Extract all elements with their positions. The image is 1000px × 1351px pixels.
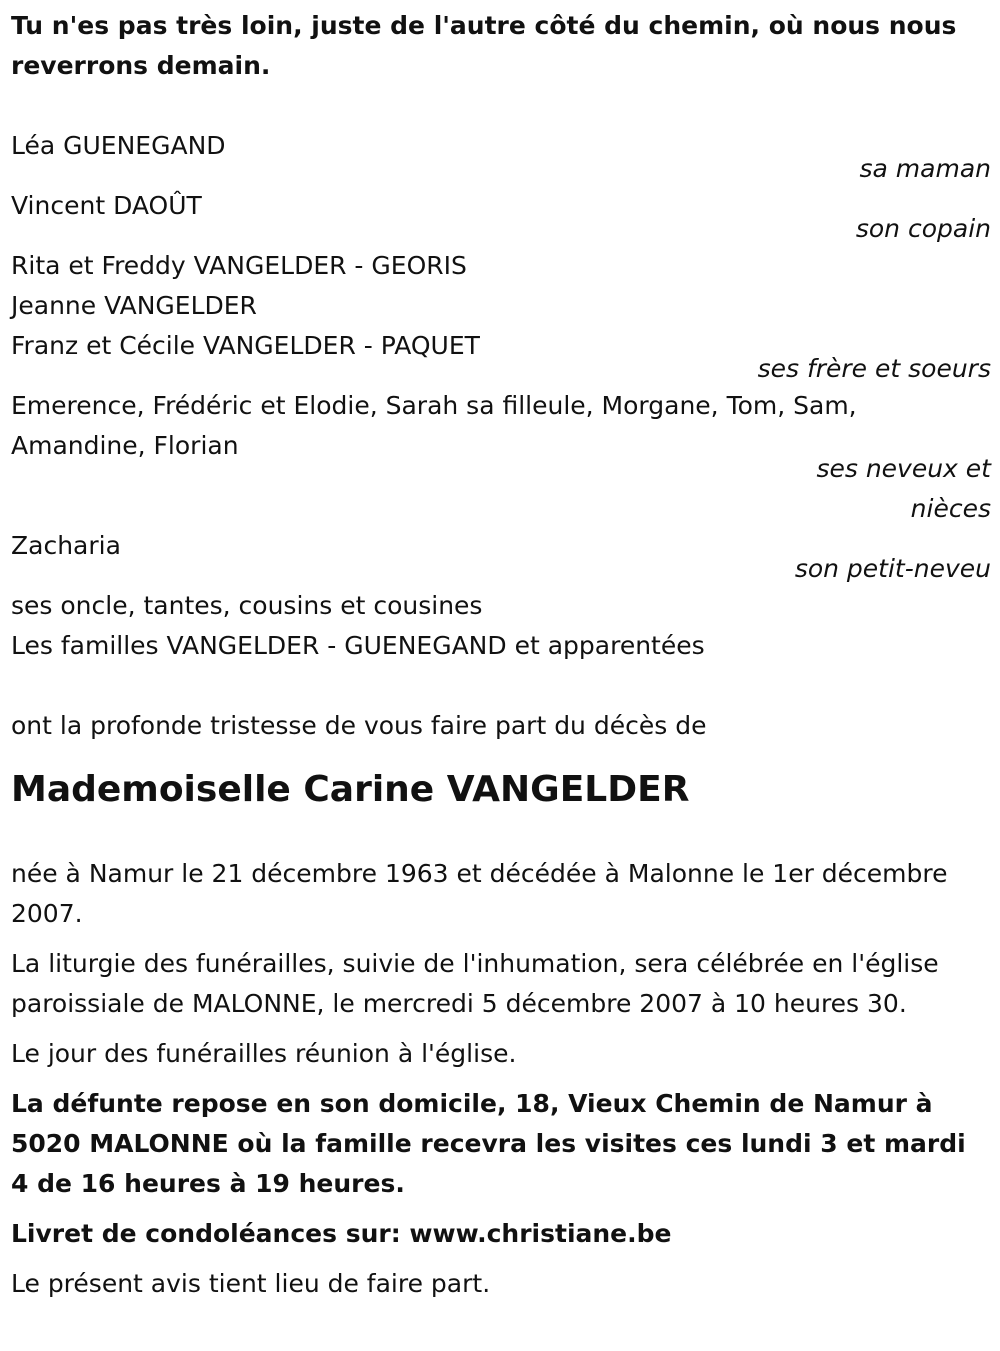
deceased-name: Mademoiselle Carine VANGELDER — [11, 769, 690, 810]
family-member-name: Jeanne VANGELDER — [11, 291, 257, 320]
repose-text: La défunte repose en son domicile, 18, Vieux Chemin de Namur à 5020 MALONNE où la famille recevra les visites ces lundi 3 et mardi 4 de 16 heures à 19 heures. — [11, 1089, 966, 1198]
family-entry-partner — [11, 186, 991, 249]
other-relatives — [11, 586, 991, 666]
family-member-name: Vincent DAOÛT — [11, 191, 202, 220]
obituary-notice — [11, 6, 991, 1314]
family-relation: son copain — [855, 214, 991, 243]
family-relation: ses neveux et nièces — [816, 454, 991, 523]
condolences-text: Livret de condoléances sur: www.christiane.be — [11, 1219, 672, 1248]
family-entry-mother — [11, 126, 991, 189]
family-relation: ses frère et soeurs — [757, 354, 991, 383]
family-member-name: Zacharia — [11, 531, 121, 560]
liturgy-text: La liturgie des funérailles, suivie de l'inhumation, sera célébrée en l'église paroissiale de MALONNE, le mercredi 5 décembre 2007 à 10 heures 30. — [11, 949, 939, 1018]
meeting-text: Le jour des funérailles réunion à l'église. — [11, 1039, 517, 1068]
opening-quote: Tu n'es pas très loin, juste de l'autre côté du chemin, où nous nous reverrons demain. — [11, 11, 957, 80]
family-entry-nephews-nieces — [11, 386, 991, 529]
announcement-text: ont la profonde tristesse de vous faire part du décès de — [11, 711, 707, 740]
family-member-name: Emerence, Frédéric et Elodie, Sarah sa filleule, Morgane, Tom, Sam, Amandine, Florian — [11, 391, 857, 460]
family-entry-grandnephew — [11, 526, 991, 589]
other-relatives-line: Les familles VANGELDER - GUENEGAND et apparentées — [11, 631, 705, 660]
other-relatives-line: ses oncle, tantes, cousins et cousines — [11, 591, 483, 620]
family-entry-siblings — [11, 246, 991, 389]
family-member-name: Rita et Freddy VANGELDER - GEORIS — [11, 251, 467, 280]
family-member-name: Franz et Cécile VANGELDER - PAQUET — [11, 331, 480, 360]
family-member-name: Léa GUENEGAND — [11, 131, 226, 160]
closing-text: Le présent avis tient lieu de faire part. — [11, 1269, 491, 1298]
family-relation: sa maman — [859, 154, 991, 183]
family-relation: son petit-neveu — [794, 554, 991, 583]
birth-death-text: née à Namur le 21 décembre 1963 et décédée à Malonne le 1er décembre 2007. — [11, 859, 948, 928]
